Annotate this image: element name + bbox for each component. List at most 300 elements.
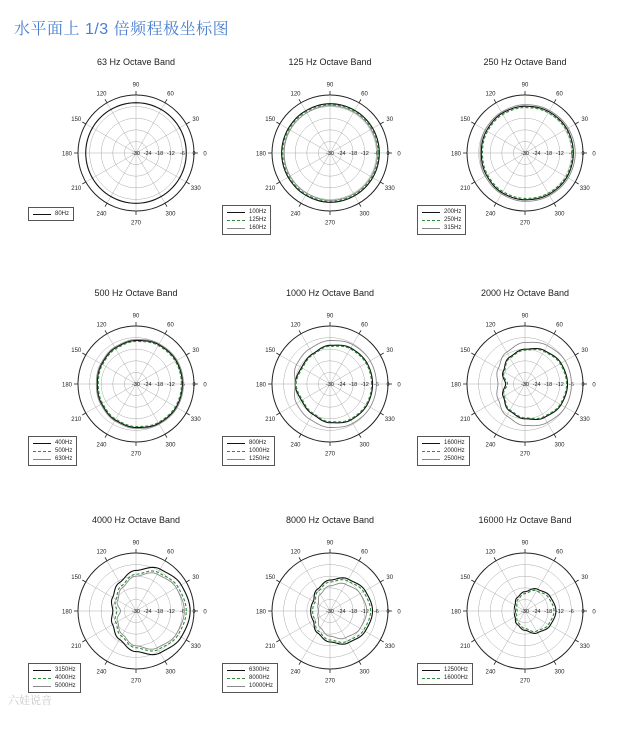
radial-tick-label: -30 xyxy=(326,609,334,615)
angle-tick-label: 150 xyxy=(265,348,276,354)
grid-spoke xyxy=(496,611,525,661)
angle-tick-label: 240 xyxy=(290,442,301,449)
legend-label: 1000Hz xyxy=(249,448,270,454)
angle-tick-label: 30 xyxy=(386,575,394,581)
grid-spoke xyxy=(280,384,330,413)
legend-label: 100Hz xyxy=(249,209,267,215)
grid-spoke xyxy=(330,582,380,611)
legend-swatch xyxy=(422,228,440,229)
legend-swatch xyxy=(227,459,245,460)
radial-tick-label: -12 xyxy=(555,382,564,388)
grid-spoke xyxy=(280,124,330,153)
angle-tick-label: 0 xyxy=(203,382,207,389)
legend-entry xyxy=(227,208,266,216)
angle-tick-label: 30 xyxy=(581,348,589,354)
radial-tick-label: -12 xyxy=(555,151,564,157)
angle-tick-label: 300 xyxy=(554,442,565,449)
angle-tick-label: 270 xyxy=(519,451,531,458)
radial-tick-label: -12 xyxy=(555,609,564,615)
angle-tick-label: 210 xyxy=(460,186,471,192)
legend-entry xyxy=(227,682,273,690)
legend-entry xyxy=(33,666,76,674)
radial-tick-label: -12 xyxy=(166,382,175,388)
angle-tick-label: 330 xyxy=(579,417,590,423)
angle-tick xyxy=(299,99,301,102)
angle-tick-label: 240 xyxy=(485,211,496,218)
radial-tick-label: -6 xyxy=(179,609,185,615)
legend-swatch xyxy=(227,678,245,679)
angle-tick xyxy=(554,203,556,206)
angle-tick-label: 0 xyxy=(592,609,596,616)
chart-title: 125 Hz Octave Band xyxy=(288,57,372,67)
radial-tick-label: -24 xyxy=(337,382,346,388)
angle-tick xyxy=(575,580,578,582)
angle-tick-label: 150 xyxy=(71,348,82,354)
radial-tick-label: 0 xyxy=(192,609,196,615)
legend-label: 125Hz xyxy=(249,217,267,223)
radial-tick-label: -6 xyxy=(179,382,185,388)
angle-tick-label: 0 xyxy=(397,151,401,158)
angle-tick xyxy=(165,99,167,102)
angle-tick-label: 180 xyxy=(61,609,73,616)
legend-swatch xyxy=(33,443,51,444)
legend-swatch xyxy=(227,212,245,213)
chart-title: 500 Hz Octave Band xyxy=(94,288,178,298)
legend-swatch xyxy=(227,228,245,229)
grid-spoke xyxy=(301,611,330,661)
legend-swatch xyxy=(422,670,440,671)
radial-tick-label: -18 xyxy=(155,609,164,615)
radial-tick-label: -24 xyxy=(143,382,152,388)
angle-tick-label: 90 xyxy=(521,540,529,547)
radial-tick-label: -18 xyxy=(349,151,358,157)
radial-tick-label: -6 xyxy=(568,609,574,615)
radial-tick-label: -18 xyxy=(349,382,358,388)
angle-tick-label: 30 xyxy=(192,117,200,123)
angle-tick xyxy=(494,434,496,437)
legend-swatch xyxy=(33,686,51,687)
radial-tick-label: 0 xyxy=(581,382,585,388)
angle-tick xyxy=(471,353,474,355)
angle-tick xyxy=(380,122,383,124)
legend-label: 2000Hz xyxy=(444,448,465,454)
legend-label: 500Hz xyxy=(55,448,73,454)
angle-tick xyxy=(359,99,361,102)
legend-swatch xyxy=(227,686,245,687)
angle-tick-label: 270 xyxy=(130,451,142,458)
angle-tick-label: 90 xyxy=(521,313,529,320)
radial-tick-label: -30 xyxy=(132,609,140,615)
angle-tick xyxy=(380,353,383,355)
legend-swatch xyxy=(33,214,51,215)
chart-title: 8000 Hz Octave Band xyxy=(285,515,375,525)
angle-tick-label: 60 xyxy=(556,549,563,556)
grid-spoke xyxy=(86,611,136,640)
angle-tick xyxy=(299,434,301,437)
legend-entry xyxy=(422,224,461,232)
angle-tick xyxy=(165,557,167,560)
chart-legend xyxy=(28,436,77,466)
radial-tick-label: -12 xyxy=(166,609,175,615)
angle-tick xyxy=(82,122,85,124)
legend-entry xyxy=(227,224,266,232)
angle-tick xyxy=(494,203,496,206)
angle-tick-label: 330 xyxy=(384,417,395,423)
angle-tick xyxy=(105,203,107,206)
legend-swatch xyxy=(422,443,440,444)
legend-swatch xyxy=(422,451,440,452)
radial-tick-label: 0 xyxy=(192,382,196,388)
angle-tick-label: 90 xyxy=(326,82,334,89)
radial-tick-label: -24 xyxy=(532,609,541,615)
angle-tick xyxy=(494,330,496,333)
radial-tick-label: -24 xyxy=(337,609,346,615)
angle-tick-label: 330 xyxy=(579,186,590,192)
angle-tick-label: 180 xyxy=(450,151,462,158)
grid-spoke xyxy=(301,561,330,611)
angle-tick-label: 270 xyxy=(324,678,336,685)
angle-tick-label: 300 xyxy=(359,211,370,218)
angle-tick xyxy=(554,661,556,664)
angle-tick xyxy=(82,640,85,642)
radial-tick-label: -6 xyxy=(568,151,574,157)
angle-tick-label: 300 xyxy=(359,669,370,676)
polar-chart-panel xyxy=(36,288,236,512)
legend-label: 80Hz xyxy=(55,211,70,217)
grid-spoke xyxy=(280,355,330,384)
angle-tick xyxy=(82,182,85,184)
legend-entry xyxy=(227,674,273,682)
angle-tick-label: 330 xyxy=(384,186,395,192)
legend-label: 10000Hz xyxy=(249,683,274,689)
grid-spoke xyxy=(86,384,136,413)
radial-tick-label: -6 xyxy=(373,609,379,615)
angle-tick-label: 240 xyxy=(290,211,301,218)
angle-tick-label: 90 xyxy=(132,313,140,320)
radial-tick-label: 0 xyxy=(192,151,196,157)
grid-spoke xyxy=(136,582,186,611)
angle-tick xyxy=(471,413,474,415)
angle-tick xyxy=(494,661,496,664)
legend-entry xyxy=(422,208,461,216)
legend-label: 315Hz xyxy=(444,225,462,231)
angle-tick xyxy=(82,353,85,355)
radial-tick-label: -6 xyxy=(568,382,574,388)
angle-tick xyxy=(359,557,361,560)
radial-tick-label: -12 xyxy=(360,151,369,157)
angle-tick-label: 90 xyxy=(132,540,140,547)
angle-tick-label: 150 xyxy=(265,117,276,123)
angle-tick-label: 180 xyxy=(61,151,73,158)
angle-tick-label: 180 xyxy=(450,609,462,616)
angle-tick-label: 60 xyxy=(556,322,563,329)
angle-tick-label: 180 xyxy=(450,382,462,389)
chart-title: 1000 Hz Octave Band xyxy=(285,288,375,298)
angle-tick-label: 60 xyxy=(167,91,174,98)
angle-tick-label: 90 xyxy=(326,313,334,320)
angle-tick-label: 270 xyxy=(519,678,531,685)
radial-tick-label: -12 xyxy=(166,151,175,157)
grid-spoke xyxy=(525,334,554,384)
chart-title: 2000 Hz Octave Band xyxy=(480,288,570,298)
angle-tick-label: 300 xyxy=(359,442,370,449)
angle-tick xyxy=(575,640,578,642)
angle-tick xyxy=(82,413,85,415)
grid-spoke xyxy=(330,561,359,611)
legend-label: 1250Hz xyxy=(249,456,270,462)
angle-tick xyxy=(105,434,107,437)
grid-spoke xyxy=(136,611,186,640)
legend-label: 5000Hz xyxy=(55,683,76,689)
legend-label: 8000Hz xyxy=(249,675,270,681)
angle-tick-label: 180 xyxy=(255,151,267,158)
grid-spoke xyxy=(475,355,525,384)
legend-entry xyxy=(33,439,72,447)
angle-tick xyxy=(186,580,189,582)
polar-chart-panel xyxy=(230,515,430,739)
grid-spoke xyxy=(301,103,330,153)
radial-tick-label: -24 xyxy=(143,151,152,157)
chart-legend xyxy=(417,663,473,685)
grid-spoke xyxy=(301,153,330,203)
angle-tick-label: 300 xyxy=(165,442,176,449)
grid-spoke xyxy=(86,124,136,153)
chart-title: 63 Hz Octave Band xyxy=(96,57,176,67)
legend-swatch xyxy=(227,220,245,221)
legend-swatch xyxy=(422,459,440,460)
legend-label: 160Hz xyxy=(249,225,267,231)
legend-label: 4000Hz xyxy=(55,675,76,681)
grid-spoke xyxy=(525,384,554,434)
radial-tick-label: -30 xyxy=(521,151,529,157)
angle-tick-label: 180 xyxy=(61,382,73,389)
legend-entry xyxy=(422,674,468,682)
radial-tick-label: -24 xyxy=(532,382,541,388)
angle-tick xyxy=(554,557,556,560)
angle-tick xyxy=(494,99,496,102)
angle-tick-label: 0 xyxy=(203,609,207,616)
grid-spoke xyxy=(475,124,525,153)
angle-tick-label: 210 xyxy=(71,644,82,650)
angle-tick-label: 300 xyxy=(165,669,176,676)
angle-tick-label: 30 xyxy=(581,575,589,581)
angle-tick xyxy=(186,640,189,642)
radial-tick-label: -30 xyxy=(132,151,140,157)
legend-swatch xyxy=(33,459,51,460)
grid-spoke xyxy=(280,153,330,182)
angle-tick-label: 120 xyxy=(485,549,496,556)
angle-tick-label: 210 xyxy=(460,644,471,650)
angle-tick-label: 330 xyxy=(190,186,201,192)
legend-swatch xyxy=(33,678,51,679)
angle-tick-label: 120 xyxy=(96,549,107,556)
radial-tick-label: -18 xyxy=(155,382,164,388)
radial-tick-label: -6 xyxy=(373,151,379,157)
angle-tick-label: 330 xyxy=(190,644,201,650)
angle-tick xyxy=(380,580,383,582)
angle-tick xyxy=(165,434,167,437)
radial-tick-label: 0 xyxy=(386,609,390,615)
polar-chart-panel xyxy=(425,288,625,512)
radial-tick-label: -24 xyxy=(532,151,541,157)
legend-label: 800Hz xyxy=(249,440,267,446)
legend-label: 16000Hz xyxy=(444,675,469,681)
angle-tick xyxy=(299,203,301,206)
chart-legend xyxy=(28,663,81,693)
grid-spoke xyxy=(136,611,165,661)
polar-chart-panel xyxy=(36,515,236,739)
legend-swatch xyxy=(227,443,245,444)
angle-tick xyxy=(105,330,107,333)
angle-tick-label: 30 xyxy=(581,117,589,123)
angle-tick xyxy=(380,182,383,184)
angle-tick xyxy=(575,353,578,355)
angle-tick xyxy=(471,640,474,642)
legend-swatch xyxy=(227,451,245,452)
angle-tick-label: 0 xyxy=(592,382,596,389)
grid-spoke xyxy=(86,355,136,384)
legend-swatch xyxy=(33,670,51,671)
angle-tick xyxy=(276,580,279,582)
angle-tick xyxy=(471,122,474,124)
grid-spoke xyxy=(330,611,359,661)
angle-tick xyxy=(186,122,189,124)
angle-tick-label: 0 xyxy=(203,151,207,158)
angle-tick xyxy=(165,330,167,333)
angle-tick-label: 210 xyxy=(265,186,276,192)
grid-spoke xyxy=(475,384,525,413)
angle-tick xyxy=(494,557,496,560)
angle-tick-label: 240 xyxy=(96,669,107,676)
polar-chart-panel xyxy=(425,515,625,739)
angle-tick-label: 270 xyxy=(324,451,336,458)
chart-legend xyxy=(222,663,278,693)
angle-tick-label: 270 xyxy=(130,678,142,685)
angle-tick-label: 210 xyxy=(71,417,82,423)
radial-tick-label: -6 xyxy=(373,382,379,388)
angle-tick-label: 240 xyxy=(96,211,107,218)
grid-spoke xyxy=(496,561,525,611)
angle-tick-label: 60 xyxy=(556,91,563,98)
chart-legend xyxy=(28,207,74,221)
legend-entry xyxy=(227,216,266,224)
radial-tick-label: 0 xyxy=(386,151,390,157)
grid-spoke xyxy=(496,384,525,434)
page-title: 水平面上 1/3 倍频程极坐标图 xyxy=(14,21,230,38)
angle-tick-label: 60 xyxy=(361,549,368,556)
legend-swatch xyxy=(33,451,51,452)
angle-tick-label: 60 xyxy=(167,549,174,556)
angle-tick-label: 120 xyxy=(290,322,301,329)
legend-entry xyxy=(422,439,465,447)
polar-chart-panel xyxy=(230,288,430,512)
angle-tick-label: 240 xyxy=(485,442,496,449)
grid-spoke xyxy=(496,103,525,153)
radial-tick-label: -18 xyxy=(544,382,553,388)
angle-tick xyxy=(575,413,578,415)
legend-label: 12500Hz xyxy=(444,667,469,673)
grid-spoke xyxy=(107,153,136,203)
legend-entry xyxy=(33,674,76,682)
legend-entry xyxy=(422,447,465,455)
angle-tick-label: 270 xyxy=(519,220,531,227)
angle-tick xyxy=(186,413,189,415)
angle-tick xyxy=(105,661,107,664)
angle-tick xyxy=(276,122,279,124)
angle-tick-label: 120 xyxy=(96,91,107,98)
angle-tick xyxy=(165,203,167,206)
angle-tick xyxy=(359,203,361,206)
angle-tick-label: 120 xyxy=(290,549,301,556)
angle-tick xyxy=(186,353,189,355)
legend-entry xyxy=(227,666,273,674)
radial-tick-label: 0 xyxy=(581,151,585,157)
angle-tick-label: 300 xyxy=(554,211,565,218)
legend-label: 200Hz xyxy=(444,209,462,215)
grid-spoke xyxy=(136,124,186,153)
angle-tick-label: 120 xyxy=(290,91,301,98)
legend-entry xyxy=(33,455,72,463)
angle-tick xyxy=(276,413,279,415)
angle-tick-label: 0 xyxy=(592,151,596,158)
angle-tick-label: 60 xyxy=(167,322,174,329)
radial-tick-label: -18 xyxy=(155,151,164,157)
angle-tick-label: 90 xyxy=(521,82,529,89)
angle-tick-label: 330 xyxy=(579,644,590,650)
legend-label: 6300Hz xyxy=(249,667,270,673)
grid-spoke xyxy=(107,103,136,153)
angle-tick-label: 330 xyxy=(384,644,395,650)
angle-tick xyxy=(575,122,578,124)
chart-legend xyxy=(417,205,466,235)
legend-entry xyxy=(33,210,69,218)
grid-spoke xyxy=(525,561,554,611)
radial-tick-label: 0 xyxy=(386,382,390,388)
chart-legend xyxy=(222,436,275,466)
grid-spoke xyxy=(496,334,525,384)
angle-tick-label: 270 xyxy=(324,220,336,227)
angle-tick xyxy=(299,557,301,560)
angle-tick xyxy=(380,413,383,415)
angle-tick-label: 30 xyxy=(386,117,394,123)
angle-tick-label: 120 xyxy=(485,322,496,329)
chart-title: 4000 Hz Octave Band xyxy=(91,515,181,525)
angle-tick xyxy=(105,557,107,560)
angle-tick-label: 180 xyxy=(255,382,267,389)
grid-spoke xyxy=(136,561,165,611)
grid-spoke xyxy=(525,153,575,182)
angle-tick-label: 0 xyxy=(397,382,401,389)
radial-tick-label: -6 xyxy=(179,151,185,157)
legend-entry xyxy=(227,447,270,455)
angle-tick xyxy=(380,640,383,642)
angle-tick-label: 330 xyxy=(190,417,201,423)
legend-entry xyxy=(227,439,270,447)
angle-tick xyxy=(554,99,556,102)
radial-tick-label: -12 xyxy=(360,609,369,615)
grid-spoke xyxy=(525,124,575,153)
angle-tick-label: 90 xyxy=(132,82,140,89)
radial-tick-label: -18 xyxy=(544,609,553,615)
legend-swatch xyxy=(422,212,440,213)
radial-tick-label: -30 xyxy=(521,382,529,388)
angle-tick-label: 300 xyxy=(165,211,176,218)
polar-chart-panel xyxy=(230,57,430,281)
grid-spoke xyxy=(330,611,380,640)
legend-label: 2500Hz xyxy=(444,456,465,462)
legend-swatch xyxy=(227,670,245,671)
angle-tick-label: 150 xyxy=(265,575,276,581)
